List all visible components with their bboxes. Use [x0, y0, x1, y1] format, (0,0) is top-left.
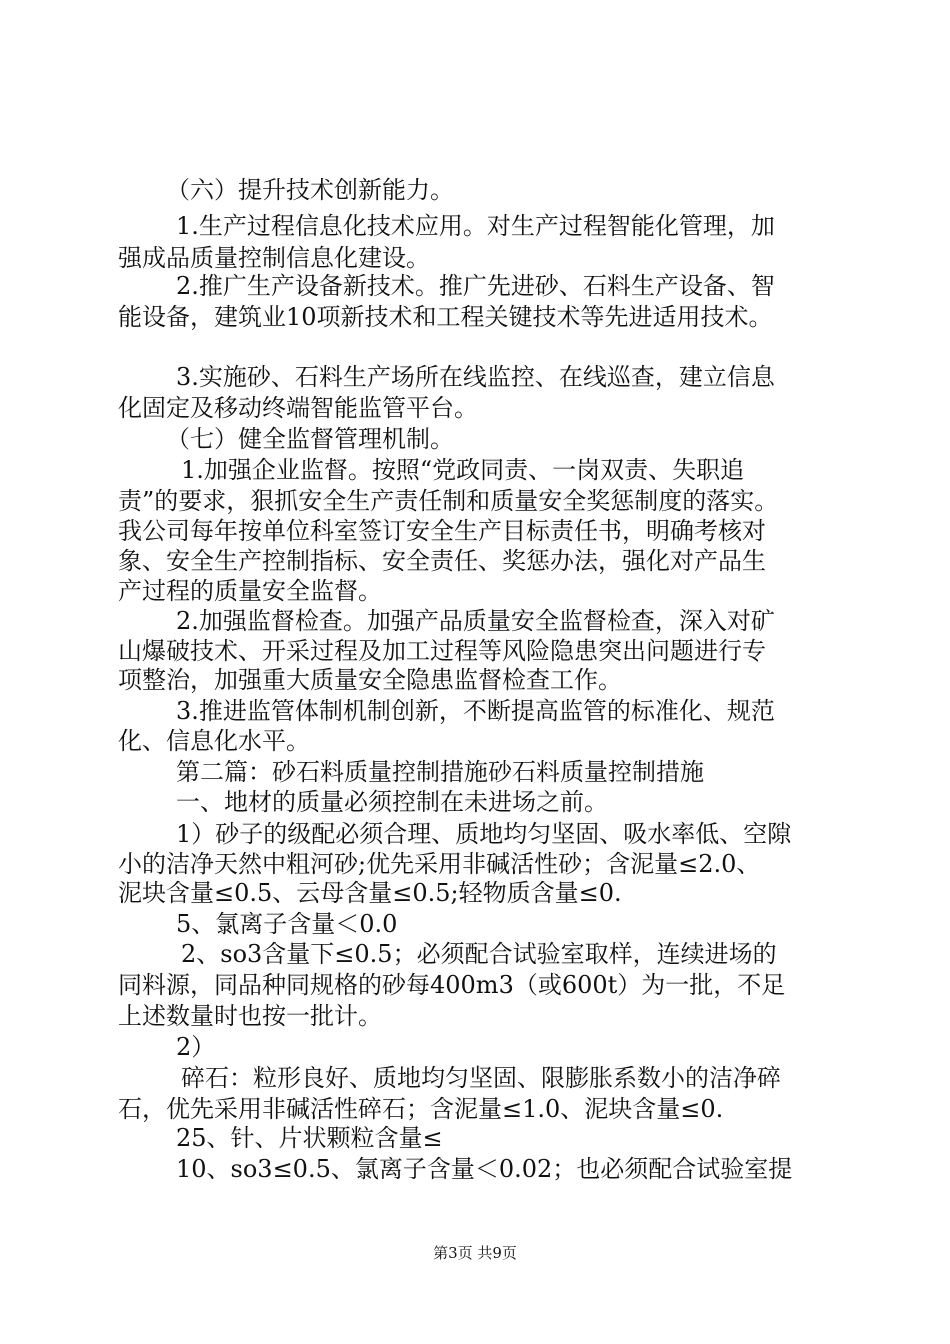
- paragraph-line: 能设备，建筑业10项新技术和工程关键技术等先进适用技术。: [118, 303, 773, 331]
- chapter-heading: 第二篇：砂石料质量控制措施砂石料质量控制措施: [176, 758, 704, 786]
- paragraph-line: 我公司每年按单位科室签订安全生产目标责任书，明确考核对: [118, 517, 766, 545]
- paragraph-line: 化固定及移动终端智能监管平台。: [118, 394, 478, 422]
- paragraph-line: 2）: [176, 1033, 216, 1061]
- paragraph-line: 碎石：粒形良好、质地均匀坚固、限膨胀系数小的洁净碎: [181, 1064, 781, 1092]
- paragraph-line: 泥块含量≤0.5、云母含量≤0.5;轻物质含量≤0.: [118, 879, 622, 907]
- paragraph-line: 25、针、片状颗粒含量≤: [176, 1124, 443, 1152]
- paragraph-line: 石，优先采用非碱活性碎石；含泥量≤1.0、泥块含量≤0.: [118, 1095, 724, 1123]
- paragraph-line: 1）砂子的级配必须合理、质地均匀坚固、吸水率低、空隙: [176, 820, 792, 848]
- paragraph-line: 小的洁净天然中粗河砂;优先采用非碱活性砂；含泥量≤2.0、: [118, 850, 761, 878]
- page-number-footer: 第3页 共9页: [433, 1244, 517, 1262]
- paragraph-line: 3.实施砂、石料生产场所在线监控、在线巡查，建立信息: [176, 363, 775, 391]
- paragraph-line: 2.加强监督检查。加强产品质量安全监督检查，深入对矿: [176, 607, 775, 635]
- paragraph-line: 5、氯离子含量＜0.0: [176, 910, 398, 938]
- paragraph-line: 产过程的质量安全监督。: [118, 577, 382, 605]
- section-heading-seven: （七）健全监督管理机制。: [166, 425, 454, 453]
- paragraph-line: 10、so3≤0.5、氯离子含量＜0.02；也必须配合试验室提: [176, 1155, 793, 1183]
- paragraph-line: 3.推进监管体制机制创新，不断提高监管的标准化、规范: [176, 697, 775, 725]
- paragraph-line: 山爆破技术、开采过程及加工过程等风险隐患突出问题进行专: [118, 637, 766, 665]
- paragraph-line: 上述数量时也按一批计。: [118, 1002, 382, 1030]
- paragraph-line: 1.生产过程信息化技术应用。对生产过程智能化管理，加: [176, 212, 775, 240]
- paragraph-line: 强成品质量控制信息化建设。: [118, 244, 430, 272]
- paragraph-line: 象、安全生产控制指标、安全责任、奖惩办法，强化对产品生: [118, 547, 766, 575]
- paragraph-line: 1.加强企业监督。按照“党政同责、一岗双责、失职追: [181, 456, 745, 484]
- section-heading-six: （六）提升技术创新能力。: [166, 176, 454, 204]
- paragraph-line: 项整治，加强重大质量安全隐患监督检查工作。: [118, 666, 622, 694]
- paragraph-line: 责”的要求，狠抓安全生产责任制和质量安全奖惩制度的落实。: [118, 487, 779, 515]
- paragraph-line: 2.推广生产设备新技术。推广先进砂、石料生产设备、智: [176, 272, 775, 300]
- paragraph-line: 同料源，同品种同规格的砂每400m3（或600t）为一批，不足: [118, 971, 786, 999]
- paragraph-line: 一、地材的质量必须控制在未进场之前。: [176, 788, 608, 816]
- paragraph-line: 化、信息化水平。: [118, 727, 310, 755]
- paragraph-line: 2、so3含量下≤0.5；必须配合试验室取样，连续进场的: [181, 940, 777, 968]
